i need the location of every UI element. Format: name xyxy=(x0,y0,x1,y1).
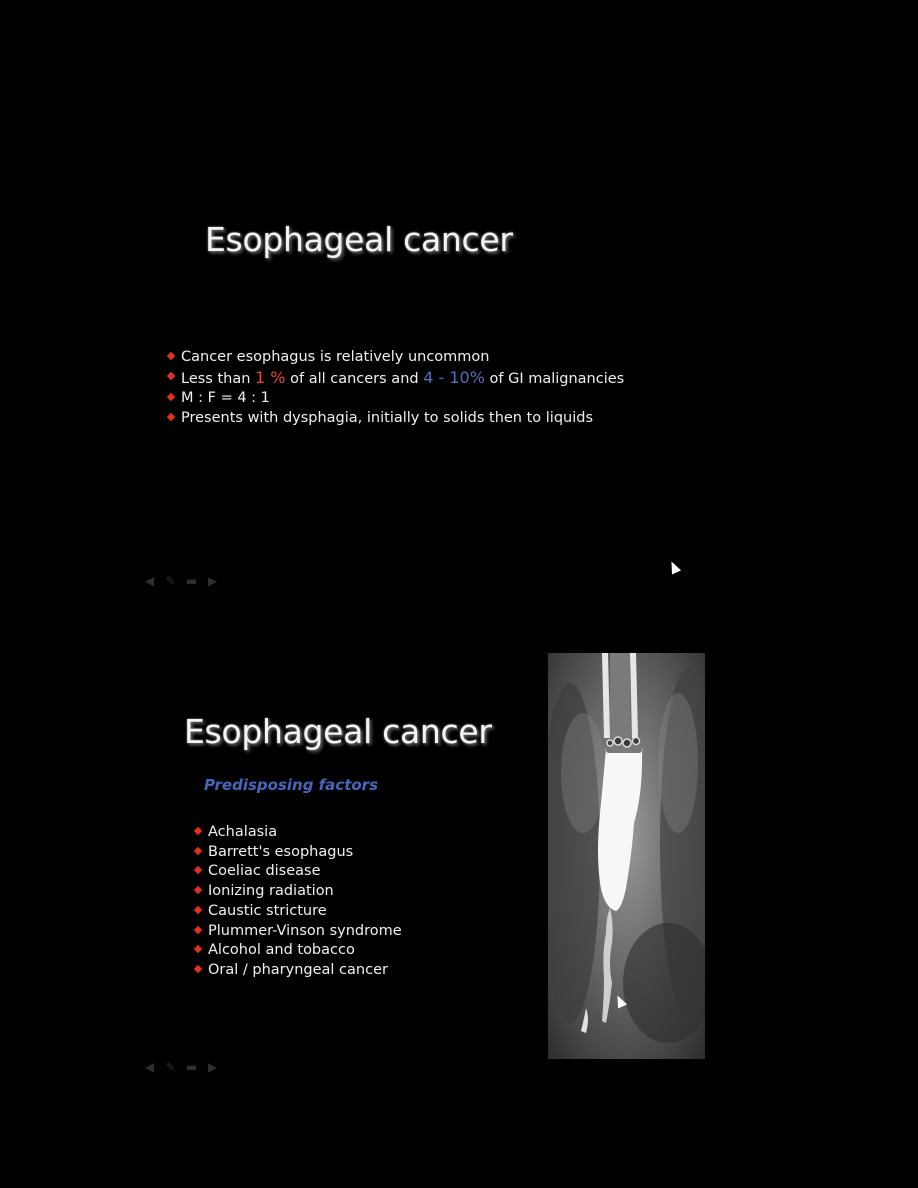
bullet-item xyxy=(194,922,402,942)
bullet-text: of all cancers and xyxy=(285,370,424,387)
arrow-left-icon[interactable]: ◀ xyxy=(144,1059,155,1074)
bullet-item xyxy=(167,389,624,409)
bullet-item xyxy=(194,843,402,863)
diamond-bullet-icon xyxy=(194,827,202,835)
bullet-item xyxy=(194,862,402,882)
slide-subtitle: Predisposing factors xyxy=(204,776,379,794)
bullet-text: Plummer-Vinson syndrome xyxy=(208,922,402,939)
bullet-text: Ionizing radiation xyxy=(208,883,334,900)
diamond-bullet-icon xyxy=(167,393,175,401)
menu-icon[interactable]: ▬ xyxy=(185,573,198,588)
bullet-text: Barrett's esophagus xyxy=(208,843,354,860)
highlight-blue-text: 4 - 10% xyxy=(423,367,485,387)
menu-icon[interactable]: ▬ xyxy=(185,1059,198,1074)
bullet-text: Oral / pharyngeal cancer xyxy=(208,961,388,978)
bullet-text: of GI malignancies xyxy=(484,370,625,387)
diamond-bullet-icon xyxy=(194,846,202,854)
barium-swallow-xray-image xyxy=(548,653,705,1059)
mouse-cursor-icon xyxy=(667,559,681,574)
bullet-text: Coeliac disease xyxy=(208,863,321,880)
bullet-item xyxy=(194,941,402,961)
bullet-item xyxy=(167,368,624,390)
bullet-list xyxy=(167,348,624,429)
diamond-bullet-icon xyxy=(167,413,175,421)
diamond-bullet-icon xyxy=(167,371,175,379)
bullet-text: Achalasia xyxy=(208,824,278,840)
slide-2 xyxy=(0,600,918,1120)
arrow-right-icon[interactable]: ▶ xyxy=(207,1059,218,1074)
slide-nav xyxy=(143,574,219,587)
diamond-bullet-icon xyxy=(167,352,175,360)
bullet-text: Caustic stricture xyxy=(208,902,327,919)
diamond-bullet-icon xyxy=(194,965,202,973)
bullet-item xyxy=(167,409,624,429)
diamond-bullet-icon xyxy=(194,886,202,894)
bullet-item xyxy=(167,348,624,368)
bullet-text: Presents with dysphagia, initially to solids then to liquids xyxy=(181,410,594,427)
bullet-text: Cancer esophagus is relatively uncommon xyxy=(181,349,490,365)
bullet-item xyxy=(194,882,402,902)
diamond-bullet-icon xyxy=(194,906,202,914)
diamond-bullet-icon xyxy=(194,945,202,953)
bullet-list xyxy=(194,823,402,981)
diamond-bullet-icon xyxy=(194,925,202,933)
bullet-text: Less than xyxy=(181,370,256,387)
bullet-item xyxy=(194,823,402,843)
slide-nav xyxy=(143,1060,219,1073)
bullet-item xyxy=(194,902,402,922)
arrow-right-icon[interactable]: ▶ xyxy=(207,573,218,588)
pen-icon[interactable]: ✎ xyxy=(165,573,176,588)
highlight-red-text: 1 % xyxy=(255,367,286,387)
arrow-left-icon[interactable]: ◀ xyxy=(144,573,155,588)
slide-title: Esophageal cancer xyxy=(184,712,492,751)
bullet-text: M : F = 4 : 1 xyxy=(181,390,270,407)
pen-icon[interactable]: ✎ xyxy=(165,1059,176,1074)
bullet-text: Alcohol and tobacco xyxy=(208,942,355,959)
bullet-item xyxy=(194,961,402,981)
slide-title: Esophageal cancer xyxy=(205,220,513,259)
diamond-bullet-icon xyxy=(194,866,202,874)
